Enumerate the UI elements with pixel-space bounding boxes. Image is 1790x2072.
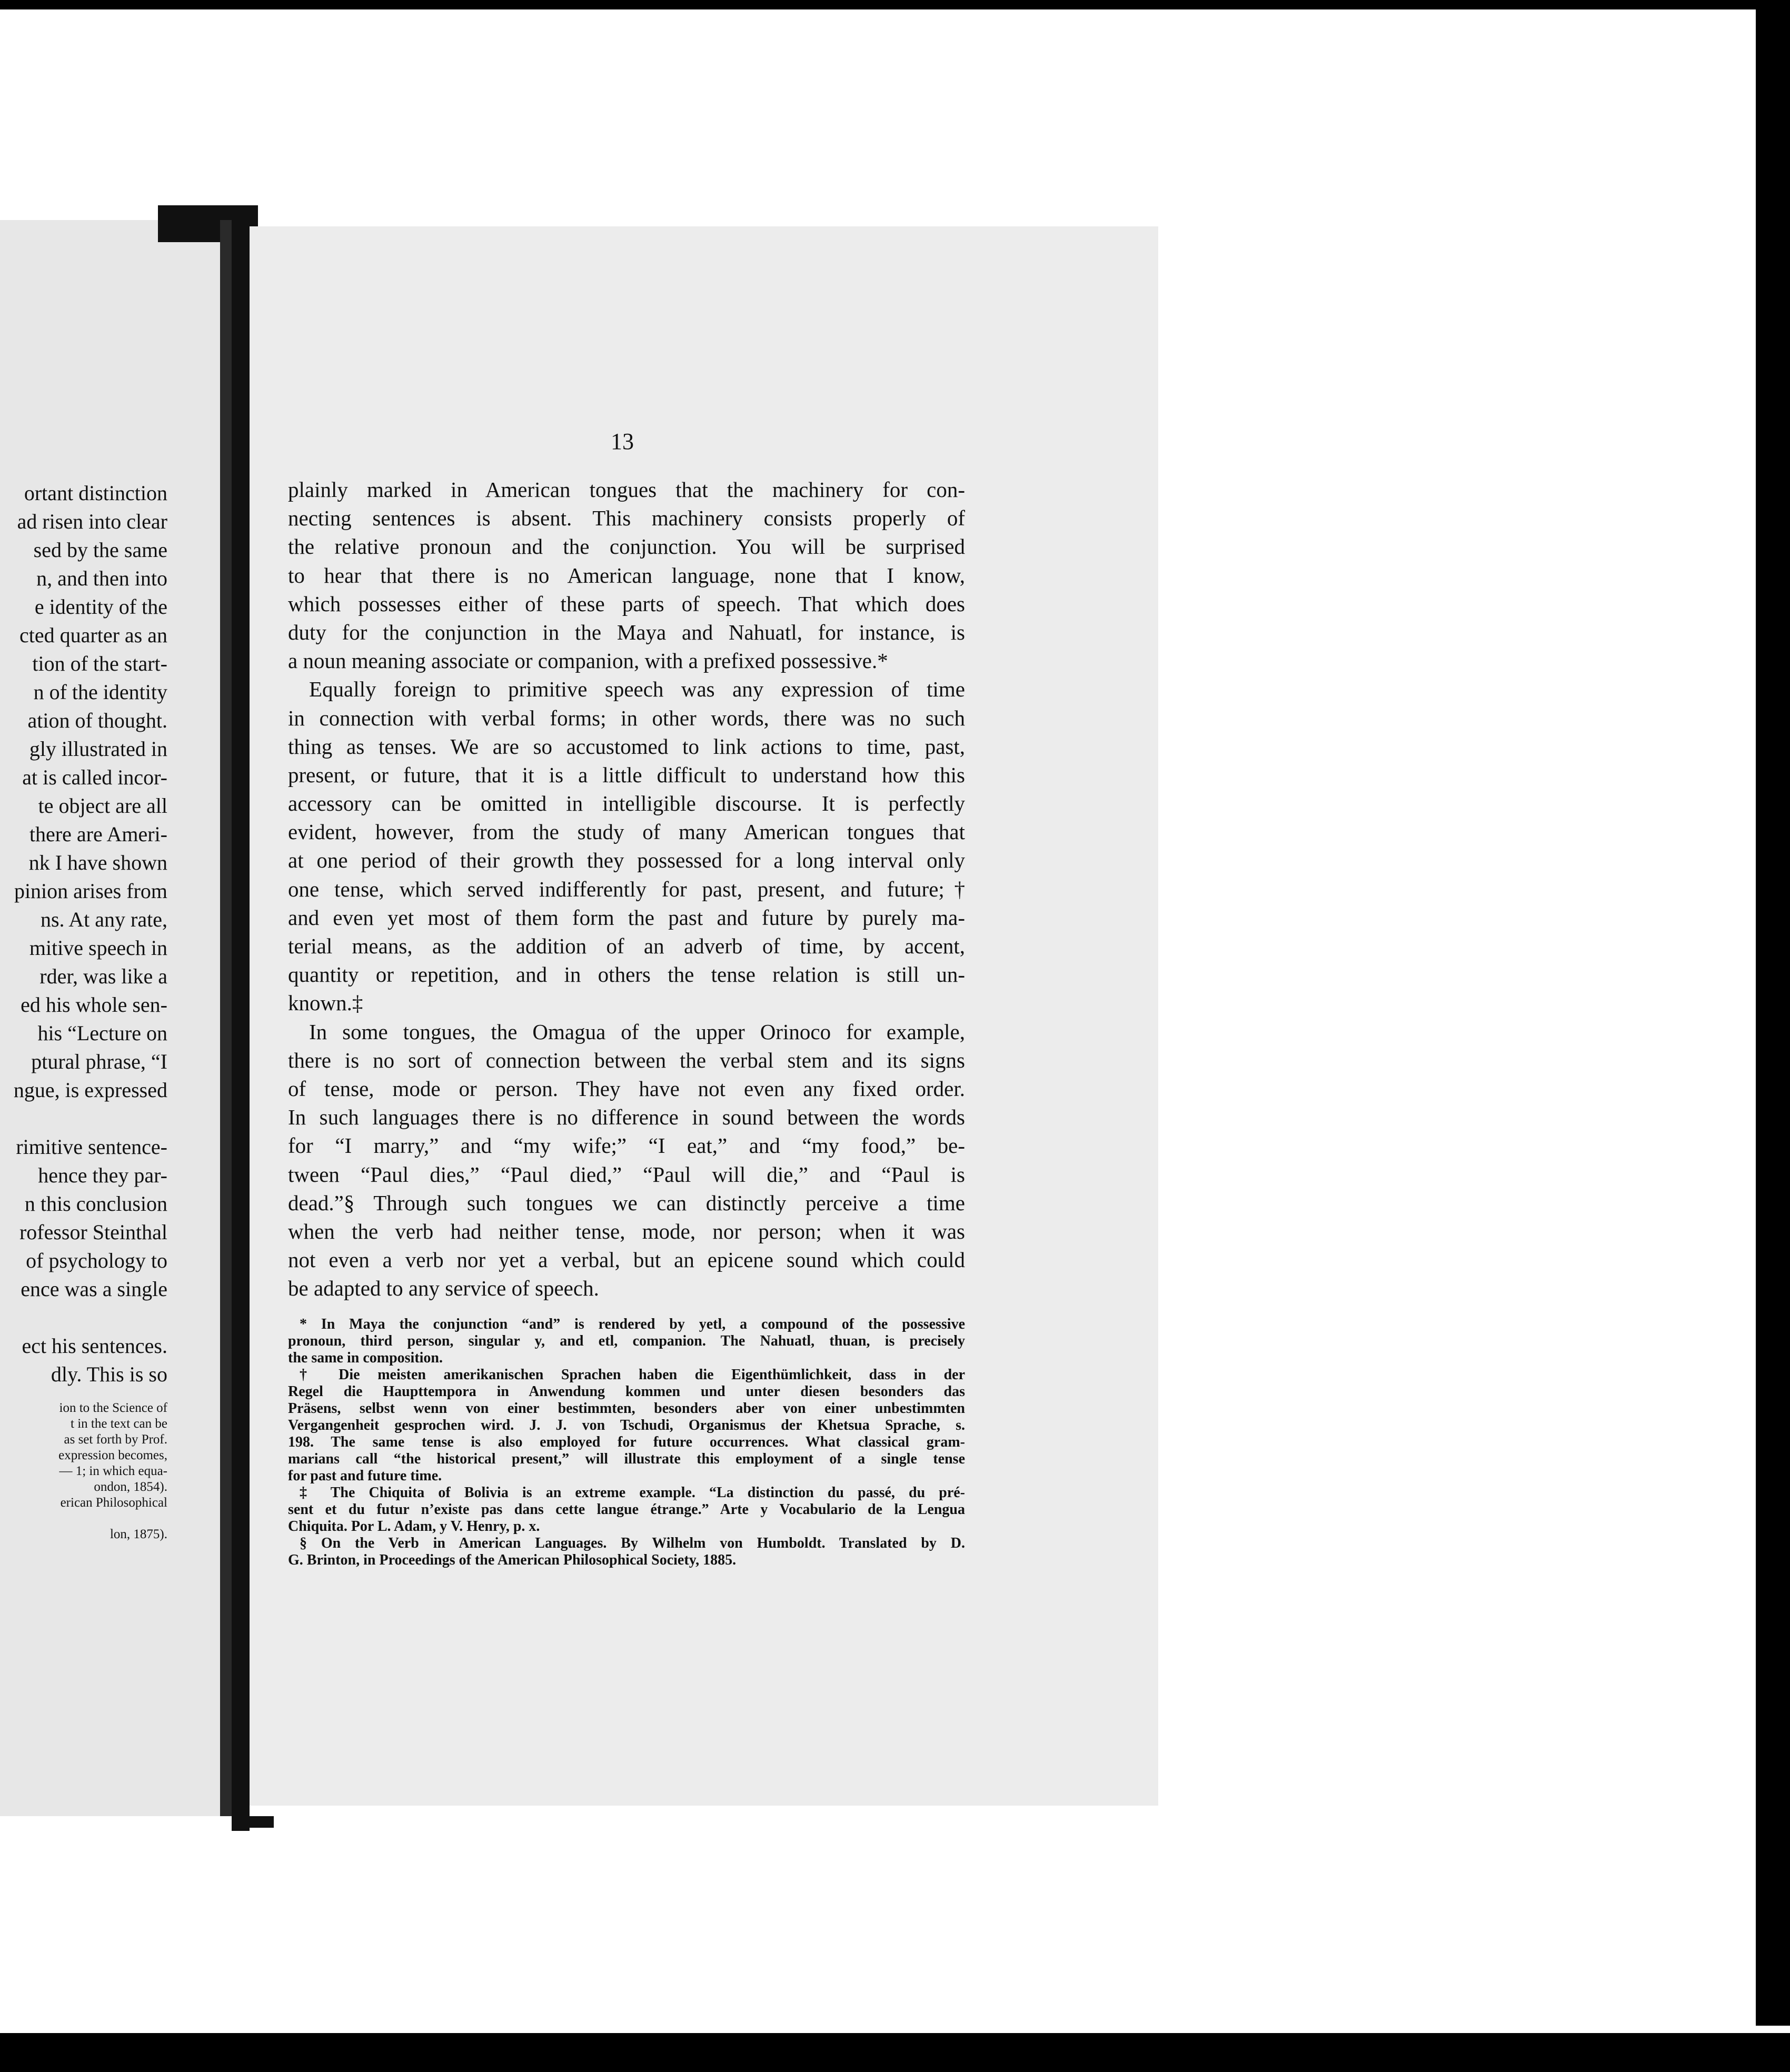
left-body-line: ngue, is expressed xyxy=(13,1078,167,1102)
left-footnote-line xyxy=(0,1511,167,1527)
body-line: a noun meaning associate or companion, with a prefixed possessive.* xyxy=(288,649,888,673)
left-body-line xyxy=(0,1303,167,1332)
footnote-line: marians call “the historical present,” will illustrate this employment of a single tense xyxy=(288,1451,965,1467)
left-footnote-line: ondon, 1854). xyxy=(94,1480,167,1494)
body-line: duty for the conjunction in the Maya and Nahuatl, for instance, is xyxy=(288,620,965,644)
body-line: evident, however, from the study of many American tongues that xyxy=(288,820,965,844)
left-body-line: sed by the same xyxy=(33,538,167,562)
footnote-line: * In Maya the conjunction “and” is rendered by yetl, a compound of the possessive xyxy=(300,1316,965,1332)
body-line: at one period of their growth they possessed for a long interval only xyxy=(288,848,965,873)
left-body-line: n of the identity xyxy=(33,680,167,704)
footnote-line: Regel die Haupttempora in Anwendung kommen und unter diesen besonders das xyxy=(288,1383,965,1400)
body-line: In such languages there is no difference in sound between the words xyxy=(288,1105,965,1130)
body-line: be adapted to any service of speech. xyxy=(288,1276,599,1301)
footnote-line: the same in composition. xyxy=(288,1350,443,1366)
binding-foot xyxy=(232,1816,274,1828)
left-body-line: ed his whole sen- xyxy=(21,993,167,1017)
left-footnote-line: ion to the Science of xyxy=(59,1401,167,1415)
left-body-line: of psychology to xyxy=(26,1249,167,1272)
body-line: not even a verb nor yet a verbal, but an epicene sound which could xyxy=(288,1248,965,1272)
left-body-line: n this conclusion xyxy=(24,1192,167,1216)
left-body-line xyxy=(0,1104,167,1133)
body-text xyxy=(288,475,965,1302)
footnote-line: G. Brinton, in Proceedings of the American Philosophical Society, 1885. xyxy=(288,1552,737,1568)
footnote-line: Chiquita. Por L. Adam, y V. Henry, p. x. xyxy=(288,1518,540,1535)
body-line: which possesses either of these parts of speech. That which does xyxy=(288,591,965,616)
body-line: the relative pronoun and the conjunction. You will be surprised xyxy=(288,534,965,559)
body-line: terial means, as the addition of an adverb of time, by accent, xyxy=(288,934,965,958)
left-body-line: pinion arises from xyxy=(14,879,167,903)
left-body-line: there are Ameri- xyxy=(29,822,167,846)
body-line: thing as tenses. We are so accustomed to link actions to time, past, xyxy=(288,734,965,759)
footnote-line: for past and future time. xyxy=(288,1468,442,1484)
left-body-line: n, and then into xyxy=(36,566,167,590)
left-body-line: ortant distinction xyxy=(24,481,167,505)
body-line: there is no sort of connection between the verbal stem and its signs xyxy=(288,1048,965,1072)
footnote-line: Präsens, selbst wenn von einer bestimmten, besonders aber von einer unbestimmten xyxy=(288,1400,965,1417)
left-body-line: mitive speech in xyxy=(29,936,167,960)
left-body-line: ence was a single xyxy=(21,1277,167,1301)
footnote-line: ‡ The Chiquita of Bolivia is an extreme example. “La distinction du passé, du pré- xyxy=(300,1485,965,1501)
body-line: In some tongues, the Omagua of the upper Orinoco for example, xyxy=(309,1019,965,1044)
binding-spine xyxy=(232,220,250,1831)
body-line: dead.”§ Through such tongues we can distinctly perceive a time xyxy=(288,1190,965,1215)
body-line: known.‡ xyxy=(288,991,363,1015)
left-body-line: ect his sentences. xyxy=(22,1334,167,1358)
left-page-body xyxy=(0,479,167,1389)
body-line: one tense, which served indifferently for past, present, and future;† xyxy=(288,876,965,901)
left-footnote-line: t in the text can be xyxy=(71,1417,167,1431)
left-body-line: his “Lecture on xyxy=(37,1021,167,1045)
scan-border-right xyxy=(1756,0,1790,2072)
body-line: Equally foreign to primitive speech was any expression of time xyxy=(309,677,965,702)
body-line: of tense, mode or person. They have not even any fixed order. xyxy=(288,1076,965,1101)
binding-shadow xyxy=(220,220,232,1816)
body-line: plainly marked in American tongues that the machinery for con- xyxy=(288,477,965,502)
scan-border-bottom-gap xyxy=(0,2026,1790,2033)
footnote-line: § On the Verb in American Languages. By Wilhelm von Humboldt. Translated by D. xyxy=(300,1535,965,1551)
body-line: and even yet most of them form the past and future by purely ma- xyxy=(288,905,965,930)
footnote-line: Vergangenheit gesprochen wird. J. J. von Tschudi, Organismus der Khetsua Sprache, s. xyxy=(288,1417,965,1433)
left-footnote-line: expression becomes, xyxy=(58,1448,167,1462)
footnote-line: pronoun, third person, singular y, and etl, companion. The Nahuatl, thuan, is precisely xyxy=(288,1333,965,1349)
body-line: to hear that there is no American language, none that I know, xyxy=(288,563,965,587)
left-body-line: dly. This is so xyxy=(51,1362,167,1386)
body-line: quantity or repetition, and in others the tense relation is still un- xyxy=(288,962,965,987)
left-body-line: nk I have shown xyxy=(28,851,167,874)
left-body-line: ad risen into clear xyxy=(17,510,167,533)
left-body-line: rder, was like a xyxy=(39,964,167,988)
left-footnote-line: as set forth by Prof. xyxy=(64,1432,167,1447)
left-body-line: cted quarter as an xyxy=(19,623,167,647)
left-body-line: gly illustrated in xyxy=(29,737,167,761)
left-body-line: ptural phrase, “I xyxy=(31,1050,167,1073)
body-line: for “I marry,” and “my wife;” “I eat,” and “my food,” be- xyxy=(288,1133,965,1158)
left-body-line: hence they par- xyxy=(38,1163,167,1187)
page-number: 13 xyxy=(611,429,634,454)
left-page-footnotes xyxy=(0,1400,167,1542)
body-line: tween “Paul dies,” “Paul died,” “Paul will die,” and “Paul is xyxy=(288,1162,965,1187)
left-body-line: e identity of the xyxy=(34,595,167,619)
footnote-line: sent et du futur n’existe pas dans cette langue étrange.” Arte y Vocabulario de la Lengua xyxy=(288,1501,965,1518)
body-line: in connection with verbal forms; in other words, there was no such xyxy=(288,705,965,730)
left-body-line: rimitive sentence- xyxy=(16,1135,167,1159)
body-line: accessory can be omitted in intelligible discourse. It is perfectly xyxy=(288,791,965,816)
left-footnote-line: lon, 1875). xyxy=(110,1527,167,1541)
body-line: present, or future, that it is a little difficult to understand how this xyxy=(288,762,965,787)
left-body-line: at is called incor- xyxy=(22,765,167,789)
left-footnote-line: erican Philosophical xyxy=(60,1496,167,1510)
left-page xyxy=(0,220,220,1816)
left-body-line: ation of thought. xyxy=(27,709,167,732)
left-body-line: tion of the start- xyxy=(32,652,167,675)
footnotes xyxy=(288,1316,965,1569)
left-footnote-line: — 1; in which equa- xyxy=(59,1464,167,1478)
left-body-line: rofessor Steinthal xyxy=(19,1220,167,1244)
body-line: when the verb had neither tense, mode, nor person; when it was xyxy=(288,1219,965,1243)
left-body-line: te object are all xyxy=(38,794,167,818)
scan-border-bottom xyxy=(0,2033,1790,2072)
footnote-line: † Die meisten amerikanischen Sprachen haben die Eigenthümlichkeit, dass in der xyxy=(300,1367,965,1383)
left-body-line: ns. At any rate, xyxy=(40,908,167,931)
body-line: necting sentences is absent. This machinery consists properly of xyxy=(288,506,965,531)
scan-border-top xyxy=(0,0,1764,9)
footnote-line: 198. The same tense is also employed for future occurrences. What classical gram- xyxy=(288,1434,965,1450)
